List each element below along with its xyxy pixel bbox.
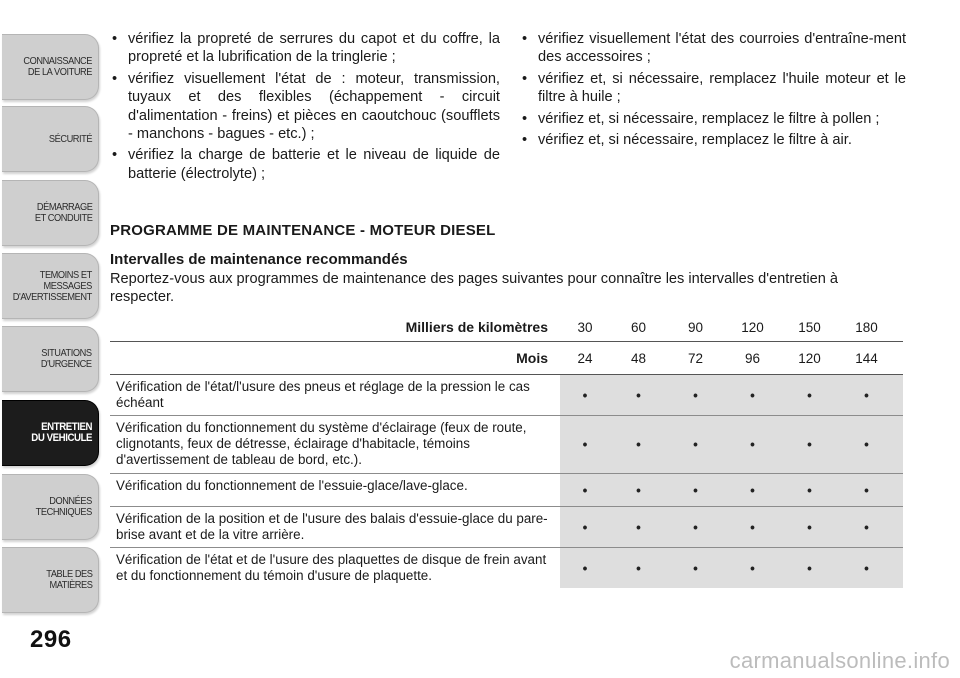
mark-dot: • <box>750 519 755 535</box>
km-value: 150 <box>798 319 821 335</box>
tab-table-matieres[interactable] <box>2 547 99 613</box>
months-header-label: Mois <box>516 350 548 366</box>
tab-securite[interactable] <box>2 106 99 172</box>
mark-dot: • <box>807 482 812 498</box>
section-title: PROGRAMME DE MAINTENANCE - MOTEUR DIESEL <box>110 222 496 239</box>
tab-label: DÉMARRAGE ET CONDUITE <box>34 201 92 224</box>
row-label: Vérification de l'état et de l'usure des plaquettes de disque de frein avant et du fonctionnement du témoin d'usure de plaquette. <box>110 548 560 588</box>
watermark-text: carmanualsonline.info <box>729 648 950 673</box>
tab-label: DONNÉES TECHNIQUES <box>35 495 92 518</box>
table-row <box>110 375 903 416</box>
mark-dot: • <box>636 387 641 403</box>
mark-dot: • <box>582 482 588 498</box>
km-value: 30 <box>577 319 593 335</box>
table-row <box>110 548 903 588</box>
mark-dot: • <box>750 437 755 452</box>
table-row <box>110 474 903 507</box>
tab-donnees-techniques[interactable] <box>2 474 99 540</box>
subsection-title: Intervalles de maintenance recommandés <box>110 251 408 268</box>
maintenance-table <box>110 313 903 588</box>
page-number: 296 <box>30 626 72 653</box>
list-item: • vérifiez la propreté de serrures du capot et du coffre, la propreté et la lubrification de la tringlerie ; <box>110 30 500 67</box>
mark-dot: • <box>864 560 869 576</box>
list-item: • vérifiez visuellement l'état des courroies d'entraîne-ment des accessoires ; <box>520 30 906 67</box>
mark-dot: • <box>750 560 755 576</box>
mark-dot: • <box>693 387 698 403</box>
table-header-km <box>110 313 903 342</box>
table-header-months <box>110 342 903 375</box>
mark-dot: • <box>582 387 588 403</box>
tab-temoins-messages[interactable] <box>2 253 99 319</box>
tab-demarrage-conduite[interactable] <box>2 180 99 246</box>
table-row <box>110 416 903 474</box>
month-value: 120 <box>798 350 821 366</box>
mark-dot: • <box>864 387 869 403</box>
bullet-list-right <box>520 30 906 152</box>
row-label: Vérification de l'état/l'usure des pneus et réglage de la pression le cas échéant <box>110 375 560 415</box>
month-value: 24 <box>577 350 593 366</box>
mark-dot: • <box>750 387 755 403</box>
table-row <box>110 507 903 548</box>
mark-dot: • <box>636 519 641 535</box>
mark-dot: • <box>636 560 641 576</box>
km-value: 60 <box>630 319 647 335</box>
list-item: • vérifiez visuellement l'état de : moteur, transmission, tuyaux et des flexibles (échappement - circuit d'alimentation - freins) et pièces en caoutchouc (soufflets - manchons - bagues - etc.) ; <box>110 70 500 144</box>
km-value: 180 <box>855 319 878 335</box>
month-value: 144 <box>855 350 878 366</box>
mark-dot: • <box>693 519 698 535</box>
tab-entretien-vehicule[interactable] <box>2 400 99 466</box>
row-label: Vérification de la position et de l'usure des balais d'essuie-glace du pare-brise avant et de la vitre arrière. <box>110 507 560 547</box>
km-header-label: Milliers de kilomètres <box>405 319 548 335</box>
mark-dot: • <box>582 560 588 576</box>
row-label: Vérification du fonctionnement de l'essuie-glace/lave-glace. <box>110 474 560 506</box>
km-value: 90 <box>687 319 704 335</box>
mark-dot: • <box>864 519 869 535</box>
list-item: • vérifiez et, si nécessaire, remplacez le filtre à air. <box>520 131 906 149</box>
mark-dot: • <box>582 519 588 535</box>
intro-paragraph: Reportez-vous aux programmes de maintenance des pages suivantes pour connaître les intervalles d'entretien à respecter. <box>110 271 839 306</box>
mark-dot: • <box>636 482 641 498</box>
month-value: 48 <box>630 350 647 366</box>
tab-connaissance-voiture[interactable] <box>2 34 99 100</box>
mark-dot: • <box>582 437 588 452</box>
mark-dot: • <box>636 437 641 452</box>
tab-situations-urgence[interactable] <box>2 326 99 392</box>
mark-dot: • <box>807 387 812 403</box>
row-label: Vérification du fonctionnement du système d'éclairage (feux de route, clignotants, feux de détresse, éclairage d'habitacle, témoins d'avertissement de tableau de bord, etc.). <box>110 416 560 473</box>
mark-dot: • <box>693 482 698 498</box>
tab-label: TABLE DES MATIÈRES <box>45 568 92 591</box>
km-value: 120 <box>741 319 764 335</box>
month-value: 72 <box>687 350 704 366</box>
mark-dot: • <box>807 560 812 576</box>
chapter-tabs <box>0 0 108 640</box>
list-item: • vérifiez et, si nécessaire, remplacez le filtre à pollen ; <box>520 110 906 128</box>
mark-dot: • <box>693 560 698 576</box>
mark-dot: • <box>807 519 812 535</box>
tab-label: ENTRETIEN DU VEHICULE <box>31 421 92 444</box>
list-item: • vérifiez la charge de batterie et le niveau de liquide de batterie (électrolyte) ; <box>110 146 500 183</box>
tab-label: TEMOINS ET MESSAGES D'AVERTISSEMENT <box>12 268 92 303</box>
mark-dot: • <box>864 482 869 498</box>
tab-label: SITUATIONS D'URGENCE <box>41 347 92 370</box>
bullet-list-left <box>110 30 500 186</box>
mark-dot: • <box>750 482 755 498</box>
tab-label: SÉCURITÉ <box>48 132 92 145</box>
tab-label: CONNAISSANCE DE LA VOITURE <box>23 55 92 78</box>
list-item: • vérifiez et, si nécessaire, remplacez l'huile moteur et le filtre à huile ; <box>520 70 906 107</box>
mark-dot: • <box>807 437 812 452</box>
mark-dot: • <box>864 437 869 452</box>
mark-dot: • <box>693 437 698 452</box>
month-value: 96 <box>744 350 761 366</box>
